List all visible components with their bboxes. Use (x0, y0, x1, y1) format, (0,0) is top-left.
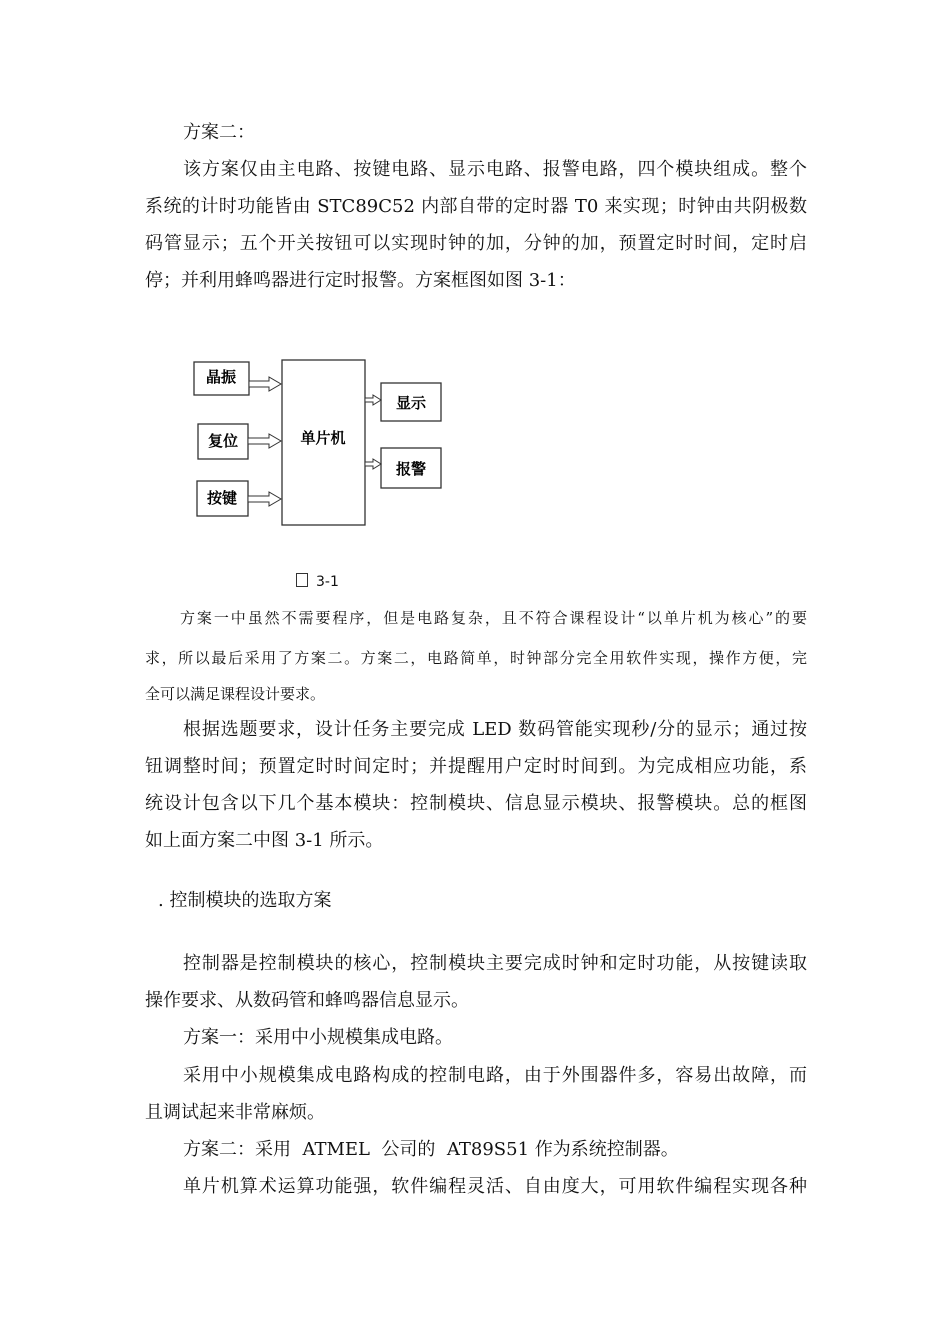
paragraph-line: 求，所以最后采用了方案二。方案二，电路简单，时钟部分完全用软件实现，操作方便，完 (145, 649, 807, 667)
arrow-right-icon (365, 459, 381, 469)
paragraph-line: 方案一中虽然不需要程序，但是电路复杂，且不符合课程设计“以单片机为核心”的要 (180, 609, 807, 627)
paragraph-line: 控制器是控制模块的核心，控制模块主要完成时钟和定时功能，从按键读取 (183, 953, 807, 974)
figure-caption (296, 573, 339, 591)
section-heading: . 控制模块的选取方案 (158, 890, 332, 911)
input-label: 晶振 (205, 368, 237, 386)
paragraph-line: 如上面方案二中图 3-1 所示。 (145, 830, 384, 851)
paragraph-line: 采用中小规模集成电路构成的控制电路，由于外围器件多，容易出故障，而 (183, 1065, 807, 1086)
missing-glyph-icon (296, 573, 308, 587)
block-diagram (185, 350, 455, 530)
paragraph-line: 操作要求、从数码管和蜂鸣器信息显示。 (145, 990, 469, 1011)
paragraph-line: 根据选题要求，设计任务主要完成 LED 数码管能实现秒/分的显示；通过按 (183, 719, 807, 740)
paragraph-line: 单片机算术运算功能强，软件编程灵活、自由度大，可用软件编程实现各种 (183, 1176, 807, 1197)
paragraph-line: 全可以满足课程设计要求。 (145, 685, 326, 703)
paragraph-line: 且调试起来非常麻烦。 (145, 1102, 325, 1123)
output-label: 显示 (395, 394, 427, 412)
arrow-right-icon (365, 395, 381, 405)
figure-number: 3-1 (316, 574, 339, 590)
output-label: 报警 (395, 460, 427, 478)
paragraph-line: 统设计包含以下几个基本模块：控制模块、信息显示模块、报警模块。总的框图 (145, 793, 807, 814)
paragraph-line: 方案一：采用中小规模集成电路。 (183, 1027, 453, 1048)
paragraph-line: 该方案仅由主电路、按键电路、显示电路、报警电路，四个模块组成。整个 (183, 159, 807, 180)
input-label: 按键 (206, 489, 238, 507)
paragraph-line: 钮调整时间；预置定时时间定时；并提醒用户定时时间到。为完成相应功能，系 (145, 756, 807, 777)
paragraph-line: 停；并利用蜂鸣器进行定时报警。方案框图如图 3-1： (145, 270, 576, 291)
mcu-label: 单片机 (300, 429, 346, 447)
arrow-right-icon (248, 434, 281, 448)
paragraph-line: 方案二： (183, 122, 255, 143)
paragraph-line: 系统的计时功能皆由 STC89C52 内部自带的定时器 T0 来实现；时钟由共阴极数 (145, 196, 807, 217)
input-label: 复位 (207, 432, 239, 450)
paragraph-line: 码管显示；五个开关按钮可以实现时钟的加，分钟的加，预置定时时间，定时启 (145, 233, 807, 254)
arrow-right-icon (249, 377, 281, 391)
arrow-right-icon (248, 492, 281, 506)
paragraph-line: 方案二：采用 ATMEL 公司的 AT89S51 作为系统控制器。 (183, 1139, 679, 1160)
